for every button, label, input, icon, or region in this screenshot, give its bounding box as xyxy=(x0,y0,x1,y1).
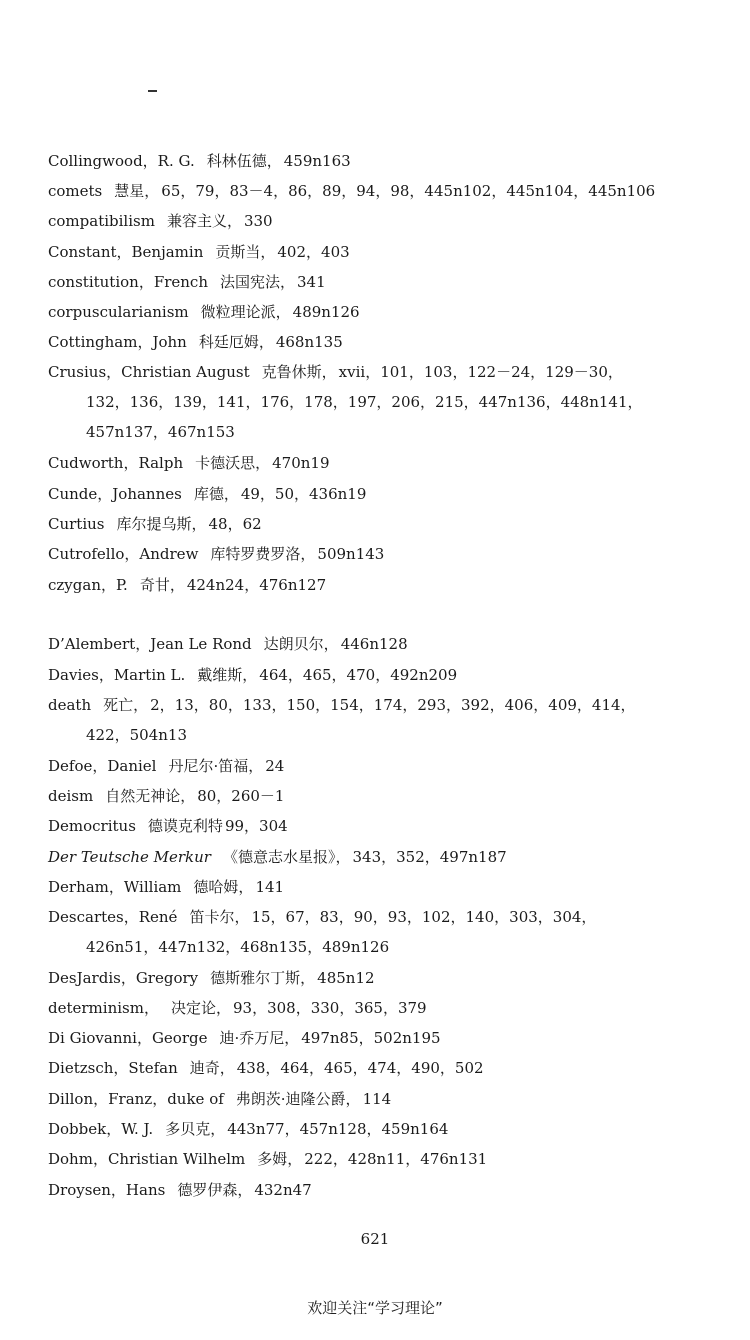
index-term-chinese: 科廷厄姆， xyxy=(198,333,274,351)
index-term-chinese: 奇甘， xyxy=(139,576,185,594)
index-term: Defoe，Daniel xyxy=(48,757,157,775)
index-term-chinese: 德斯雅尔丁斯， xyxy=(210,969,316,987)
index-term-chinese: 库特罗费罗洛， xyxy=(210,545,316,563)
index-page-refs: 485n12 xyxy=(317,969,375,987)
index-term: Descartes，René xyxy=(48,908,178,926)
index-term: comets xyxy=(48,182,103,200)
index-entry xyxy=(48,509,673,539)
index-term: Dillon，Franz，duke of xyxy=(48,1090,224,1108)
index-page-refs: 509n143 xyxy=(317,545,385,563)
index-term-chinese: 德罗伊森， xyxy=(177,1181,253,1199)
index-entry xyxy=(48,357,673,447)
index-entry xyxy=(48,206,673,236)
index-term-chinese: 多姆， xyxy=(257,1150,303,1168)
index-entry xyxy=(48,1053,673,1083)
index-page-refs: 2，13，80，133，150，154，174，293，392，406，409，414， xyxy=(150,696,636,714)
index-term: Di Giovanni，George xyxy=(48,1029,208,1047)
index-term: Cutrofello，Andrew xyxy=(48,545,199,563)
index-term: DesJardis，Gregory xyxy=(48,969,199,987)
index-entry xyxy=(48,872,673,902)
index-page-refs: 438，464，465，474，490，502 xyxy=(236,1059,484,1077)
index-entry xyxy=(48,146,673,176)
index-entry xyxy=(48,539,673,569)
index-term-chinese: 法国宪法， xyxy=(220,273,296,291)
index-term: corpuscularianism xyxy=(48,303,189,321)
index-term-chinese: 笛卡尔， xyxy=(189,908,250,926)
index-entry xyxy=(48,1084,673,1114)
index-page-refs: 49，50，436n19 xyxy=(240,485,367,503)
index-page-refs: 468n135 xyxy=(275,333,343,351)
index-term-chinese: 兼容主义， xyxy=(166,212,242,230)
index-term-chinese: 达朗贝尔， xyxy=(263,635,339,653)
index-page-refs-continued: 422，504n13 xyxy=(86,726,188,744)
index-term-chinese: 微粒理论派， xyxy=(200,303,291,321)
index-page-refs: 65，79，83－4，86，89，94，98，445n102，445n104，445n106 xyxy=(161,182,656,200)
index-page-refs: 93，308，330，365，379 xyxy=(232,999,427,1017)
index-entry xyxy=(48,237,673,267)
index-term: Cunde，Johannes xyxy=(48,485,182,503)
index-page-refs: 402，403 xyxy=(277,243,350,261)
index-term-chinese: 库尔提乌斯， xyxy=(116,515,207,533)
index-term: Droysen，Hans xyxy=(48,1181,166,1199)
index-term: deism xyxy=(48,787,94,805)
page-number: 621 xyxy=(360,1230,390,1248)
index-term-chinese: 慧星， xyxy=(114,182,160,200)
index-term: D’Alembert，Jean Le Rond xyxy=(48,635,252,653)
index-term-chinese: 戴维斯， xyxy=(197,666,258,684)
index-entry xyxy=(48,176,673,206)
index-term: Cudworth，Ralph xyxy=(48,454,184,472)
index-term: Curtius xyxy=(48,515,105,533)
index-term: Cottingham，John xyxy=(48,333,187,351)
index-entry xyxy=(48,267,673,297)
index-term-chinese: 德谟克利特 xyxy=(147,817,223,835)
index-page-refs: 459n163 xyxy=(283,152,351,170)
index-term: Dietzsch，Stefan xyxy=(48,1059,178,1077)
index-entry xyxy=(48,811,673,841)
index-page-refs: 114 xyxy=(362,1090,392,1108)
index-page-refs: 24 xyxy=(265,757,285,775)
index-entry xyxy=(48,842,673,872)
index-page-refs: 497n85，502n195 xyxy=(301,1029,441,1047)
index-entry xyxy=(48,1023,673,1053)
index-entry xyxy=(48,297,673,327)
index-term-chinese: 贡斯当， xyxy=(215,243,276,261)
index-term-chinese: 库德， xyxy=(193,485,239,503)
index-page-refs-continued: 457n137，467n153 xyxy=(86,423,235,441)
index-page-refs: 48，62 xyxy=(208,515,262,533)
index-entry xyxy=(48,448,673,478)
index-entry xyxy=(48,993,673,1023)
index-page-refs: 343，352，497n187 xyxy=(352,848,507,866)
index-term: constitution，French xyxy=(48,273,208,291)
index-entry xyxy=(48,1175,673,1205)
index-term-chinese: 决定论， xyxy=(170,999,231,1017)
index-term: Democritus xyxy=(48,817,136,835)
index-entry xyxy=(48,781,673,811)
index-term: Collingwood，R. G. xyxy=(48,152,195,170)
index-page-refs: 222，428n11，476n131 xyxy=(304,1150,488,1168)
index-term-chinese: 迪·乔万尼， xyxy=(219,1029,300,1047)
index-entry xyxy=(48,1114,673,1144)
index-term-chinese: 死亡， xyxy=(103,696,149,714)
index-term-chinese: 多贝克， xyxy=(165,1120,226,1138)
index-page-refs: 432n47 xyxy=(254,1181,312,1199)
index-page-refs: 99，304 xyxy=(224,817,288,835)
index-page-refs-continued: 426n51，447n132，468n135，489n126 xyxy=(86,938,390,956)
index-page-refs: 470n19 xyxy=(272,454,330,472)
index-term-chinese: 弗朗茨·迪隆公爵， xyxy=(235,1090,361,1108)
index-page-refs: 489n126 xyxy=(292,303,360,321)
index-entry xyxy=(48,479,673,509)
index-page-refs: 330 xyxy=(243,212,273,230)
index-page-refs: 464，465，470，492n209 xyxy=(259,666,458,684)
index-page-refs: 141 xyxy=(255,878,285,896)
index-page-refs: 80，260－1 xyxy=(197,787,285,805)
index-term: Dohm，Christian Wilhelm xyxy=(48,1150,246,1168)
index-entry xyxy=(48,963,673,993)
scan-mark xyxy=(148,90,157,92)
index-page-refs: 15，67，83，90，93，102，140，303，304， xyxy=(251,908,597,926)
index-term: Der Teutsche Merkur xyxy=(48,848,211,866)
index-entry xyxy=(48,660,673,690)
index-term: determinism， xyxy=(48,999,159,1017)
index-page-refs: 443n77，457n128，459n164 xyxy=(227,1120,449,1138)
index-entry xyxy=(48,629,673,659)
index-term: Constant，Benjamin xyxy=(48,243,204,261)
index-term-chinese: 卡德沃思， xyxy=(195,454,271,472)
index-term-chinese: 科林伍德， xyxy=(206,152,282,170)
index-term-chinese: 自然无神论， xyxy=(105,787,196,805)
index-entry xyxy=(48,327,673,357)
index-term-chinese: 《德意志水星报》， xyxy=(222,848,351,866)
index-term-chinese: 迪奇， xyxy=(189,1059,235,1077)
index-term: Crusius，Christian August xyxy=(48,363,250,381)
index-entry xyxy=(48,1144,673,1174)
index-entry xyxy=(48,570,673,600)
index-term-chinese: 丹尼尔·笛福， xyxy=(168,757,264,775)
index-entry xyxy=(48,690,673,750)
index-entry xyxy=(48,751,673,781)
index-page-refs: xvii，101，103，122－24，129－30， xyxy=(338,363,623,381)
index-term: Dobbek，W. J. xyxy=(48,1120,154,1138)
index-term-chinese: 德哈姆， xyxy=(193,878,254,896)
index-entry xyxy=(48,902,673,962)
index-page-refs-continued: 132，136，139，141，176，178，197，206，215，447n136，448n141， xyxy=(86,393,643,411)
index-page-refs: 446n128 xyxy=(340,635,408,653)
index-term: Derham，William xyxy=(48,878,182,896)
index-term: death xyxy=(48,696,92,714)
index-term: Davies，Martin L. xyxy=(48,666,186,684)
index-term: czygan，P. xyxy=(48,576,128,594)
index-term: compatibilism xyxy=(48,212,155,230)
footer-note: 欢迎关注“学习理论” xyxy=(307,1299,443,1317)
index-page-refs: 341 xyxy=(297,273,326,291)
index-page-refs: 424n24，476n127 xyxy=(186,576,327,594)
index-term-chinese: 克鲁休斯， xyxy=(261,363,337,381)
